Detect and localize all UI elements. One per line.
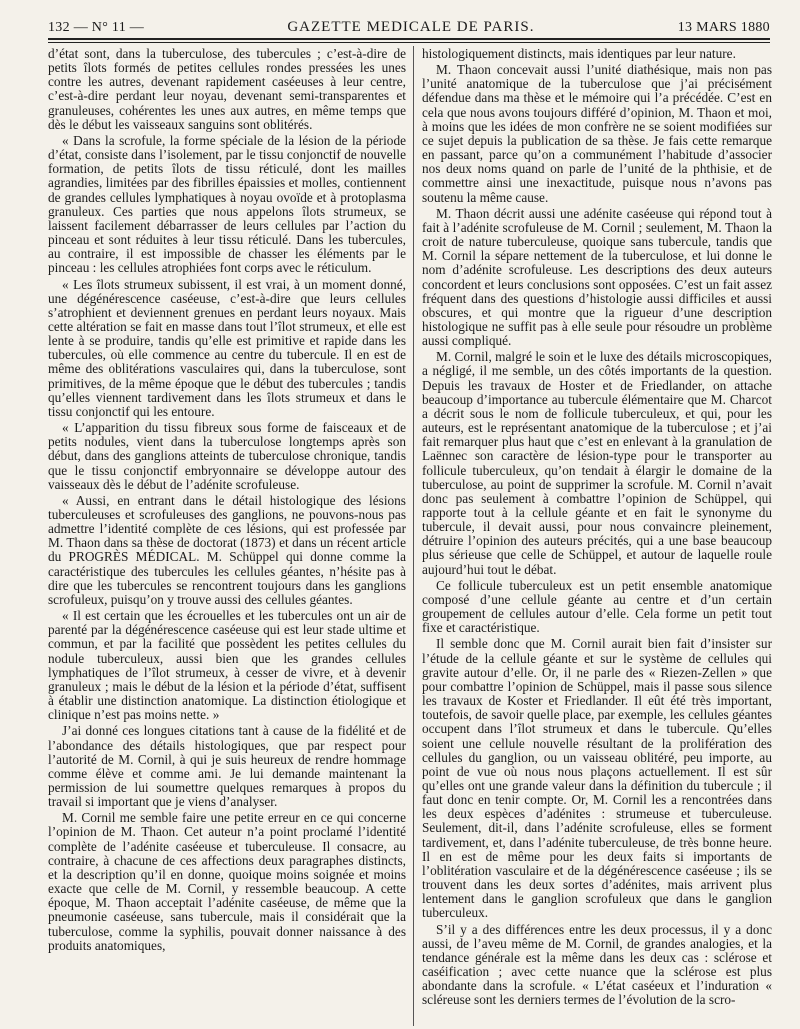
paragraph: M. Cornil me semble faire une petite erreur en ce qui concerne l’opinion de M. Thaon. Cet auteur n’a point proclamé l’identité complète de l’adénite caséeuse et tuberculeuse. Il consacre, au contraire, à chacune de ces affections deux paragraphes distincts, et la description qu’il en donne, quoique moins soignée et moins exacte que celle de M. Cornil, y ressemble beaucoup. A cette époque, M. Thaon acceptait l’adénite caséeuse, de même que la pneumonie caséeuse, sans tubercule, mais il considérait que la tuberculose, comme la syphilis, pouvait donner naissance à des produits anatomiques, (48, 810, 406, 953)
paragraph: M. Thaon décrit aussi une adénite caséeuse qui répond tout à fait à l’adénite scrofuleuse de M. Cornil ; seulement, M. Thaon la croit de nature tuberculeuse, quoique sans tubercule, tandis que M. Cornil la sépare nettement de la tuberculose, et lui donne le nom d’adénite scrofuleuse. Les descriptions des deux auteurs concordent et leurs conclusions sont opposées. C’est un fait assez fréquent dans des questions d’histologie aussi difficiles et aussi obscures, et qui montre que la rigueur d’une description histologique ne suffit pas à elle seule pour résoudre un problème aussi compliqué. (422, 205, 772, 349)
paragraph: M. Cornil, malgré le soin et le luxe des détails microscopiques, a négligé, il me semble, un des côtés importants de la question. Depuis les travaux de Hoster et de Friedlander, on attache beaucoup d’importance au tubercule élémentaire que M. Charcot a décrit sous le nom de follicule tuberculeux, et qui, pour les auteurs, est le représentant anatomique de la tuberculose ; et j’ai fait remarquer plus haut que c’est en enlevant à la granulation de Laënnec son caractère de lésion-type pour le transporter au follicule tuberculeux, qu’on tendait à élargir le domaine de la tuberculose, au point de supprimer la scrofule. M. Cornil n’avait donc pas seulement à combattre l’opinion de Schüppel, qui rapporte tout à la cellule géante et en fait le synonyme du tubercule, il devait aussi, pour nous convaincre pleinement, détruire l’opinion des auteurs précités, qui a une base beaucoup plus sérieuse que celle de Schüppel, et autour de laquelle roule aujourd’hui tout le débat. (422, 349, 772, 577)
paragraph: d’état sont, dans la tuberculose, des tubercules ; c’est-à-dire de petits îlots formés de petites cellules rondes pressées les unes contre les autres, devenant rapidement caséeuses à leur centre, c’est-à-dire perdant leur noyau, devenant semi-transparentes et granuleuses, cohérentes les unes aux autres, en même temps que dès le début les vaisseaux sanguins sont oblitérés. (48, 47, 406, 132)
paragraph: « Il est certain que les écrouelles et les tubercules ont un air de parenté par la dégénérescence caséeuse qui est leur stade ultime et commun, et par la facilité que possèdent les petites cellules du nodule tuberculeux, aussi bien que les grandes cellules lymphatiques de l’îlot strumeux, à cesser de vivre, et à devenir granuleux ; mais le début de la lésion et la période d’état, suffisent à établir une distinction anatomique. La distinction étiologique et clinique n’est pas moins nette. » (48, 608, 406, 723)
header-rule-thick (48, 38, 770, 40)
journal-title: GAZETTE MEDICALE DE PARIS. (287, 19, 535, 35)
paragraph: histologiquement distincts, mais identiques par leur nature. (422, 47, 736, 61)
paragraph: Il semble donc que M. Cornil aurait bien fait d’insister sur l’étude de la cellule géante et sur le système de cellules qui gravite autour d’elle. Or, il ne parle des « Riezen-Zellen » que pour combattre l’opinion de Schüppel, mais il passe sous silence les travaux de Koster et Friedlander. Il eût été très important, toutefois, de savoir quelle place, par exemple, les cellules géantes occupent dans l’îlot strumeux et dans le tubercule. Qu’elles soient une cellule nouvelle résultant de la prolifération des cellules du ganglion, ou un vaisseau oblitéré, peu importe, au point de vue où nous nous plaçons actuellement. Il est sûr qu’elles ont une grande valeur dans la définition du tubercule ; il faut donc en tenir compte. Or, M. Cornil les a rencontrées dans les deux espèces d’adénites : strumeuse et tuberculeuse. Seulement, dit-il, dans l’adénite scrofuleuse, elles se forment tardivement, et, dans l’adénite tuberculeuse, de très bonne heure. Il en est de même pour les deux faits si importants de l’oblitération vasculaire et de la dégénérescence caséeuse ; ils se trouvent dans les deux sortes d’adénites, mais arrivent plus lentement dans le ganglion scrofuleux que dans le ganglion tuberculeux. (422, 636, 772, 921)
paragraph: Ce follicule tuberculeux est un petit ensemble anatomique composé d’une cellule géante au centre et d’un certain groupement de cellules autour d’elle. Cela forme un petit tout fixe et caractéristique. (422, 577, 772, 636)
header-rule-thin (48, 42, 770, 43)
paragraph: « L’apparition du tissu fibreux sous forme de faisceaux et de petits nodules, vient dans la tuberculose longtemps après son début, dans des ganglions atteints de tuberculose chronique, tandis que le tissu conjonctif embryonnaire se développe autour des vaisseaux dès le début de l’adénite scrofuleuse. (48, 420, 406, 492)
paragraph: « Les îlots strumeux subissent, il est vrai, à un moment donné, une dégénérescence caséeuse, c’est-à-dire que leurs cellules s’atrophient et deviennent grenues en perdant leurs noyaux. Mais cette altération se fait en masse dans tout l’îlot strumeux, et elle est lente à se produire, tandis qu’elle est primitive et rapide dans les tubercules, où elle commence au centre du tubercule. Il en est de même des oblitérations vasculaires qui, dans la tuberculose, sont primitives, de la même époque que le début des tubercules ; tandis qu’elles viennent tardivement dans les îlots strumeux et dans le tissu conjonctif qui les entoure. (48, 276, 406, 419)
page-number-issue: 132 — N° 11 — (48, 20, 145, 35)
page-header (48, 8, 770, 36)
column-divider (413, 46, 414, 1026)
paragraph: « Dans la scrofule, la forme spéciale de la lésion de la période d’état, consiste dans l’isolement, par le tissu conjonctif de nouvelle formation, de petits îlots de tissu réticulé, dont les mailles agrandies, limitées par des fibrilles épaissies et molles, contiennent de grandes cellules lymphatiques à noyau ovoïde et à protoplasma granuleux. Ces parties que nous appelons îlots strumeux, se laissent facilement débarrasser de leurs cellules par l’action du pinceau et sont réduites à leur tissu réticulé. Dans les tubercules, au contraire, il est impossible de chasser les éléments par le pinceau : les cellules atrophiées font corps avec le réticulum. (48, 132, 406, 276)
paragraph: « Aussi, en entrant dans le détail histologique des lésions tuberculeuses et scrofuleuses des ganglions, ne pouvons-nous pas admettre l’identité complète de ces lésions, qui est professée par M. Thaon dans sa thèse de doctorat (1873) et dans un récent article du PROGRÈS MÉDICAL. M. Schüppel qui donne comme la caractéristique des tubercules les cellules géantes, n’hésite pas à dire que les tubercules se rencontrent toujours dans les ganglions scrofuleux, puisqu’on y trouve aussi des cellules géantes. (48, 492, 406, 607)
paragraph: J’ai donné ces longues citations tant à cause de la fidélité et de l’abondance des détails histologiques, que par respect pour l’autorité de M. Cornil, à qui je suis heureux de rendre hommage comme élève et comme ami. Je lui demande maintenant la permission de lui soumettre quelques remarques à propos du travail si important que je viens d’analyser. (48, 723, 406, 810)
right-column (422, 47, 772, 1022)
paragraph: S’il y a des différences entre les deux processus, il y a donc aussi, de l’aveu même de M. Cornil, de grandes analogies, et la tendance générale est la même dans les deux cas : sclérose et caséification ; avec cette nuance que la sclérose est plus abondante dans la scrofule. « L’état caséeux et l’induration « scléreuse sont les derniers termes de l’évolution de la scro- (422, 921, 772, 1008)
issue-date: 13 MARS 1880 (677, 20, 770, 35)
paragraph: M. Thaon concevait aussi l’unité diathésique, mais non pas l’unité anatomique de la tuberculose que j’ai précisément défendue dans ma thèse et le mémoire qui l’a précédée. C’est en cela que nous avons toujours différé d’opinion, M. Thaon et moi, à moins que les idées de mon confrère ne se soient modifiées sur ce sujet depuis la publication de sa thèse. Je fais cette remarque en passant, parce qu’on a communément l’habitude d’associer nos deux noms quand on parle de l’unité de la phthisie, et de commettre ainsi une inexactitude, puisque nous n’avons pas soutenu la même cause. (422, 62, 772, 205)
left-column (48, 47, 406, 1022)
